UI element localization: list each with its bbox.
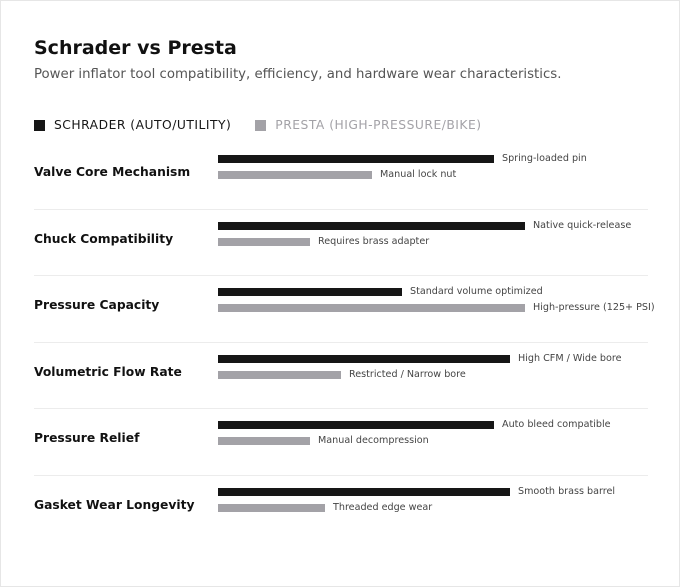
chart-row <box>34 343 648 410</box>
presta-bar-label: Threaded edge wear <box>333 501 433 513</box>
presta-bar-label: Manual lock nut <box>380 169 457 180</box>
legend-label-schrader: SCHRADER (AUTO/UTILITY) <box>54 118 232 132</box>
presta-bar <box>218 171 372 179</box>
chart-row <box>34 409 648 476</box>
schrader-bar <box>218 421 494 429</box>
schrader-bar <box>218 155 494 163</box>
category-label: Pressure Relief <box>34 431 140 446</box>
presta-bar-label: Manual decompression <box>318 435 429 447</box>
chart-row <box>34 476 648 543</box>
schrader-bar-label: Native quick-release <box>533 219 632 231</box>
category-label: Valve Core Mechanism <box>34 165 191 179</box>
chart-row <box>34 276 655 343</box>
schrader-bar <box>218 488 510 496</box>
legend <box>34 117 506 133</box>
schrader-bar-label: High CFM / Wide bore <box>518 352 622 364</box>
legend-swatch-presta <box>255 120 266 131</box>
chart-title: Schrader vs Presta <box>34 37 237 59</box>
legend-swatch-schrader <box>34 120 45 131</box>
schrader-bar-label: Standard volume optimized <box>410 286 543 298</box>
schrader-bar-label: Auto bleed compatible <box>502 419 611 431</box>
schrader-bar <box>218 222 525 230</box>
presta-bar <box>218 238 310 246</box>
presta-bar <box>218 504 325 512</box>
legend-label-presta: PRESTA (HIGH-PRESSURE/BIKE) <box>275 118 482 132</box>
presta-bar <box>218 371 341 379</box>
presta-bar <box>218 304 525 312</box>
schrader-bar <box>218 355 510 363</box>
presta-bar <box>218 437 310 445</box>
category-label: Gasket Wear Longevity <box>34 497 195 512</box>
legend-item-presta <box>255 118 481 132</box>
presta-bar-label: Restricted / Narrow bore <box>349 368 466 380</box>
presta-bar-label: Requires brass adapter <box>318 235 430 247</box>
schrader-bar-label: Spring-loaded pin <box>502 153 587 164</box>
chart-row <box>34 143 648 210</box>
schrader-bar-label: Smooth brass barrel <box>518 485 616 497</box>
category-label: Volumetric Flow Rate <box>34 364 182 379</box>
legend-item-schrader <box>34 118 231 132</box>
chart-rows <box>34 143 655 543</box>
category-label: Chuck Compatibility <box>34 231 174 246</box>
chart-row <box>34 210 648 277</box>
category-label: Pressure Capacity <box>34 298 160 313</box>
chart-subtitle: Power inflator tool compatibility, efficiency, and hardware wear characteristics. <box>34 67 562 82</box>
presta-bar-label: High-pressure (125+ PSI) <box>533 302 655 314</box>
schrader-bar <box>218 288 402 296</box>
